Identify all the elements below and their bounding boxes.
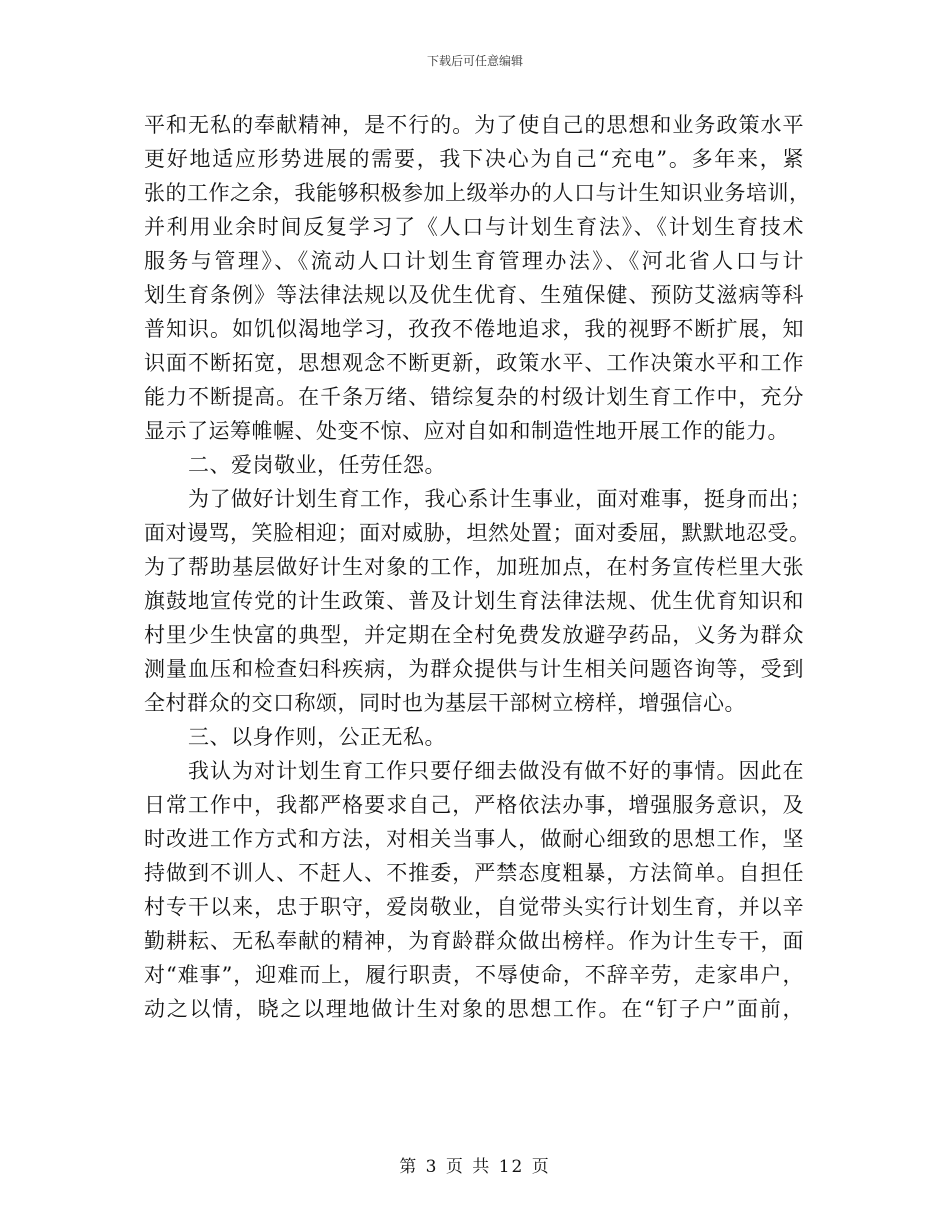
body-text-line: 张的工作之余，我能够积极参加上级举办的人口与计生知识业务培训， [144,181,811,205]
body-text-line: 全村群众的交口称颂，同时也为基层干部树立榜样，增强信心。 [144,691,746,715]
body-text-line: 我认为对计划生育工作只要仔细去做没有做不好的事情。因此在 [188,759,804,783]
body-text-line: 旗鼓地宣传党的计生政策、普及计划生育法律法规、优生优育知识和 [144,589,804,613]
body-text-line: 显示了运筹帷幄、处变不惊、应对自如和制造性地开展工作的能力。 [144,419,789,443]
body-text-line: 对“难事”，迎难而上，履行职责，不辱使命，不辞辛劳，走家串户， [144,963,804,987]
body-text-line: 测量血压和检查妇科疾病，为群众提供与计生相关问题咨询等，受到 [144,657,804,681]
page-number-footer: 第 3 页 共 12 页 [399,1157,551,1177]
body-text-line: 平和无私的奉献精神，是不行的。为了使自己的思想和业务政策水平 [144,113,804,137]
body-text-line: 识面不断拓宽，思想观念不断更新，政策水平、工作决策水平和工作 [144,351,804,375]
body-text-line: 动之以情，晓之以理地做计生对象的思想工作。在“钉子户”面前， [144,997,804,1021]
body-text-line: 划生育条例》等法律法规以及优生优育、生殖保健、预防艾滋病等科 [144,283,804,307]
body-text-line: 勤耕耘、无私奉献的精神，为育龄群众做出榜样。作为计生专干，面 [144,929,804,953]
body-text-line: 持做到不训人、不赶人、不推委，严禁态度粗暴，方法简单。自担任 [144,861,804,885]
body-text-line: 普知识。如饥似渴地学习，孜孜不倦地追求，我的视野不断扩展，知 [144,317,804,341]
body-text-line: 时改进工作方式和方法，对相关当事人，做耐心细致的思想工作，坚 [144,827,804,851]
page-header: 下载后可任意编辑 [426,54,523,68]
body-text-line: 能力不断提高。在千条万绪、错综复杂的村级计划生育工作中，充分 [144,385,804,409]
body-text-line: 村里少生快富的典型，并定期在全村免费发放避孕药品，义务为群众 [144,623,804,647]
body-text-line: 服务与管理》、《流动人口计划生育管理办法》、《河北省人口与计 [144,249,804,273]
body-text-line: 面对谩骂，笑脸相迎；面对威胁，坦然处置；面对委屈，默默地忍受。 [144,521,811,545]
body-text-line: 日常工作中，我都严格要求自己，严格依法办事，增强服务意识，及 [144,793,804,817]
section-heading: 三、以身作则，公正无私。 [188,725,446,749]
body-text-line: 为了做好计划生育工作，我心系计生事业，面对难事，挺身而出； [188,487,812,511]
body-text-line: 并利用业余时间反复学习了《人口与计划生育法》、《计划生育技术 [144,215,804,239]
body-text-line: 更好地适应形势进展的需要，我下决心为自己“充电”。多年来，紧 [144,147,804,171]
document-body [144,108,812,1026]
section-heading: 二、爱岗敬业，任劳任怨。 [188,453,446,477]
body-text-line: 村专干以来，忠于职守，爱岗敬业，自觉带头实行计划生育，并以辛 [144,895,804,919]
body-text-line: 为了帮助基层做好计生对象的工作，加班加点，在村务宣传栏里大张 [144,555,804,579]
